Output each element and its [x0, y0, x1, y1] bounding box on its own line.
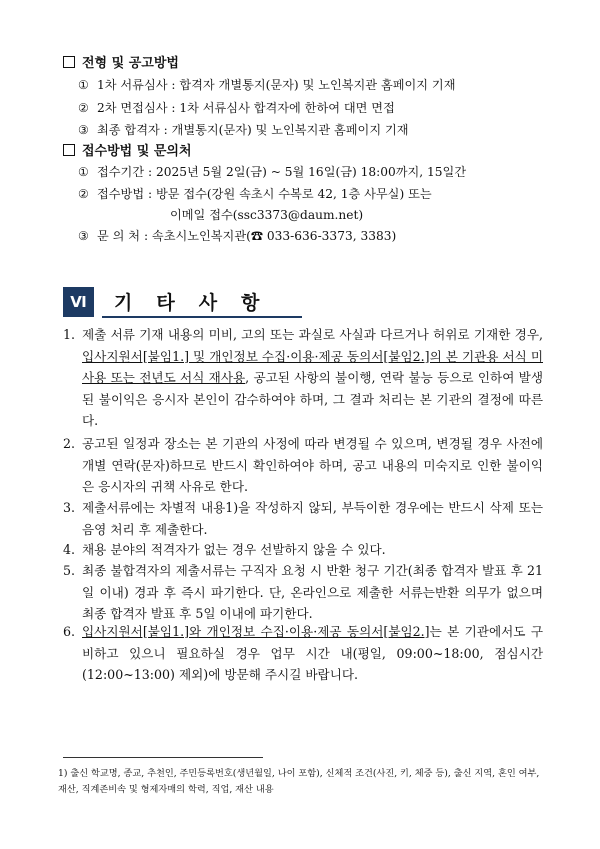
paragraph-2: 2. 공고된 일정과 장소는 본 기관의 사정에 따라 변경될 수 있으며, 변경될 경우 사전에 개별 연락(문자)하므로 반드시 확인하여야 하며, 공고 내용의 미숙지로 인한 불이익은 응시자의 귀책 사유로 한다.: [63, 436, 543, 494]
application-item-2-cont: 이메일 접수(ssc3373@daum.net): [170, 208, 364, 222]
selection-item-2: ② 2차 면접심사 : 1차 서류심사 합격자에 한하여 대면 면접: [78, 101, 395, 115]
application-item-1: ① 접수기간 : 2025년 5월 2일(금) ~ 5월 16일(금) 18:00까지, 15일간: [78, 165, 467, 179]
section-number-badge: Ⅵ: [63, 287, 94, 317]
footnote-divider: [63, 757, 263, 758]
checkbox-square-icon: [63, 144, 75, 156]
footnote: 1) 출신 학교명, 종교, 추천인, 주민등록번호(생년월일, 나이 포함), 신체적 조건(사진, 키, 체중 등), 출신 지역, 혼인 여부, 재산, 직계존비속 및 형제자매의 학력, 직업, 재산 내용: [58, 768, 540, 795]
section-title: 기타사항: [114, 291, 284, 314]
paragraph-6: 6. 입사지원서[붙임1.]와 개인정보 수집·이용·제공 동의서[붙임2.]는 본 기관에서도 구비하고 있으니 필요하실 경우 업무 시간 내(평일, 09:00~18:00, 점심시간(12:00~13:00) 제외)에 방문해 주시길 바랍니다.: [63, 624, 543, 682]
selection-heading-text: 전형 및 공고방법: [82, 56, 179, 71]
paragraph-4: 4. 채용 분야의 적격자가 없는 경우 선발하지 않을 수 있다.: [63, 542, 386, 557]
paragraph-1: 1. 제출 서류 기재 내용의 미비, 고의 또는 과실로 사실과 다르거나 허위로 기재한 경우, 입사지원서[붙임1.] 및 개인정보 수집·이용·제공 동의서[붙임2.]의 본 기관용 서식 미사용 또는 전년도 서식 재사용, 공고된 사항의 불이행, 연락 불능 등으로 인하여 발생 된 불이익은 응시자 본인이 감수하여야 하며, 그 결과 처리는 본 기관의 결정에 따른다.: [63, 327, 544, 428]
selection-item-3: ③ 최종 합격자 : 개별통지(문자) 및 노인복지관 홈페이지 기재: [78, 123, 409, 137]
section-title-underline: [102, 316, 302, 318]
paragraph-5: 5. 최종 불합격자의 제출서류는 구직자 요청 시 반환 청구 기간(최종 합격자 발표 후 21일 이내) 경과 후 즉시 파기한다. 단, 온라인으로 제출한 서류는반환 의무가 없으며 최종 합격자 발표 후 5일 이내에 파기한다.: [63, 563, 543, 621]
application-heading-text: 접수방법 및 문의처: [82, 144, 192, 159]
selection-item-1: ① 1차 서류심사 : 합격자 개별통지(문자) 및 노인복지관 홈페이지 기재: [78, 78, 456, 92]
checkbox-square-icon: [63, 56, 75, 68]
application-item-2: ② 접수방법 : 방문 접수(강원 속초시 수복로 42, 1층 사무실) 또는: [78, 187, 432, 201]
application-item-3: ③ 문 의 처 : 속초시노인복지관(☎ 033-636-3373, 3383): [78, 229, 397, 243]
application-heading: [63, 140, 192, 159]
selection-heading: [63, 52, 179, 71]
paragraph-3: 3. 제출서류에는 차별적 내용1)을 작성하지 않되, 부득이한 경우에는 반드시 삭제 또는 음영 처리 후 제출한다.: [63, 500, 543, 537]
